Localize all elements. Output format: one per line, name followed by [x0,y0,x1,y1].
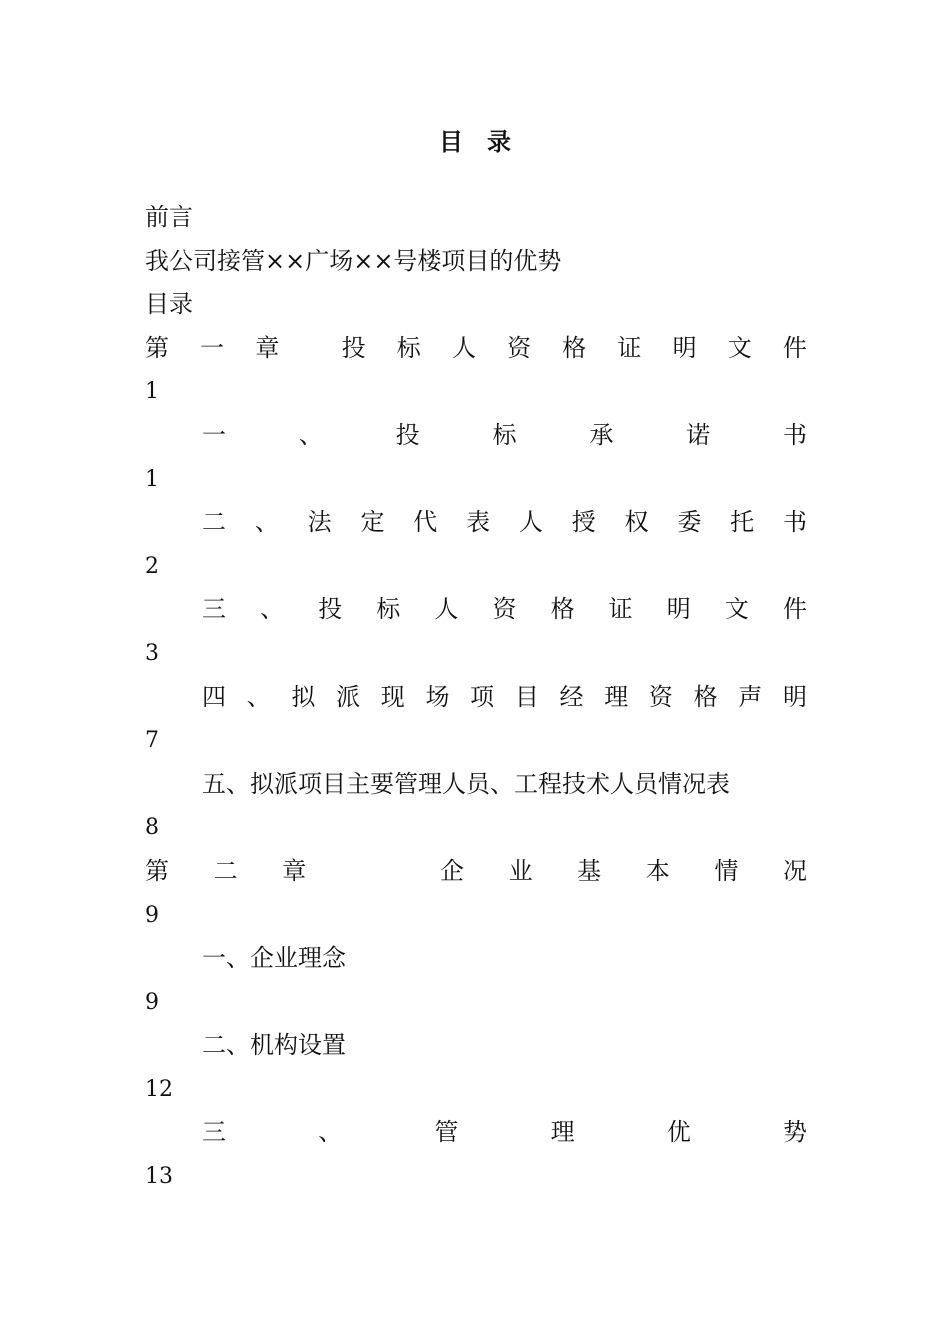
toc-page-number: 13 [145,1164,173,1190]
title-char: 目 [439,127,463,156]
toc-entry-title[interactable]: 五、拟派项目主要管理人员、工程技术人员情况表 [202,769,730,798]
toc-entry-title[interactable]: 一、企业理念 [202,944,346,973]
toc-title-char: 证 [617,333,642,362]
toc-title-char: 明 [666,595,691,624]
toc-title-char: 件 [782,333,807,362]
toc-title-char: 定 [360,508,385,537]
toc-title-char: 企 [439,856,464,885]
toc-title-char: 、 [318,1118,343,1147]
toc-chapter-title[interactable] [145,850,807,894]
toc-title-char: 二 [202,508,226,537]
toc-title-char: 人 [518,508,543,537]
toc-title-char: 派 [336,682,361,711]
toc-title-char: 理 [550,1118,575,1147]
toc-entry-title[interactable] [145,588,807,632]
toc-title-char: 一 [202,420,226,449]
toc-title-char: 法 [307,508,332,537]
toc-title-char: 权 [624,508,649,537]
toc-title-char: 势 [782,1118,807,1147]
toc-title-char: 投 [318,595,343,624]
toc-page-number: 9 [145,989,159,1015]
toc-title-char: 章 [255,333,280,362]
toc-title-char: 拟 [291,682,316,711]
toc-front-preface[interactable]: 前言 [145,203,193,231]
title-char: 录 [487,127,511,156]
toc-title-char: 明 [672,333,697,362]
toc-title-char: 件 [782,595,807,624]
toc-page-number: 12 [145,1076,173,1102]
toc-title-char: 第 [145,333,169,362]
toc-title-char: 委 [677,508,702,537]
toc-title-char: 本 [645,856,670,885]
toc-title-char: 经 [559,682,584,711]
toc-title-char: 三 [202,595,226,624]
toc-page-number: 8 [145,815,159,841]
toc-title-char: 授 [571,508,596,537]
toc-title-char: 、 [246,682,271,711]
toc-title-char: 投 [395,420,420,449]
toc-title-char: 表 [466,508,491,537]
toc-title-char: 优 [666,1118,691,1147]
toc-title-char: 项 [470,682,495,711]
toc-title-char: 格 [562,333,587,362]
toc-title-char: 第 [145,856,169,885]
toc-title-char: 资 [492,595,517,624]
toc-title-char: 二 [213,856,238,885]
toc-title-char: 标 [396,333,421,362]
toc-title-char: 书 [782,508,807,537]
page-title [0,122,950,157]
toc-front-contents[interactable]: 目录 [145,290,193,319]
toc-entry-title[interactable]: 二、机构设置 [202,1031,346,1060]
toc-title-char: 章 [282,856,307,885]
toc-title-char: 场 [425,682,450,711]
toc-page-number: 2 [145,553,159,579]
toc-chapter-title[interactable] [145,327,807,371]
toc-title-char: 文 [724,595,749,624]
toc-title-char: 明 [782,682,807,711]
toc-title-char: 、 [298,420,323,449]
toc-entry-title[interactable] [145,676,807,720]
toc-title-char: 资 [648,682,673,711]
toc-page-number: 9 [145,902,159,928]
toc-title-char: 承 [589,420,614,449]
toc-title-char: 文 [727,333,752,362]
toc-title-char: 人 [434,595,459,624]
toc-title-char: 、 [254,508,279,537]
toc-page-number: 1 [145,379,159,405]
toc-title-char: 格 [693,682,718,711]
toc-title-char: 一 [200,333,225,362]
toc-title-char: 况 [782,856,807,885]
toc-title-char: 三 [202,1118,226,1147]
toc-page-number: 7 [145,728,159,754]
toc-entries [145,327,807,1199]
toc-front-advantages[interactable]: 我公司接管××广场××号楼项目的优势 [145,246,562,275]
toc-page-number: 1 [145,466,159,492]
toc-title-char: 托 [730,508,755,537]
toc-title-char: 、 [260,595,285,624]
toc-title-char: 四 [202,682,226,711]
toc-title-char: 基 [577,856,602,885]
toc-title-char: 业 [508,856,533,885]
toc-title-char: 现 [380,682,405,711]
toc-title-char: 标 [376,595,401,624]
toc-title-char: 资 [507,333,532,362]
toc-title-char: 管 [434,1118,459,1147]
toc-title-char: 声 [738,682,763,711]
toc-title-char: 代 [413,508,438,537]
toc-title-char: 目 [514,682,539,711]
toc-entry-title[interactable] [145,501,807,545]
toc-title-char: 格 [550,595,575,624]
toc-title-char: 投 [341,333,366,362]
toc-title-char: 诺 [686,420,711,449]
toc-page-number: 3 [145,640,159,666]
toc-title-char: 标 [492,420,517,449]
toc-entry-title[interactable] [145,414,807,458]
toc-title-char: 情 [714,856,739,885]
table-of-contents [145,196,807,1199]
toc-title-char: 书 [782,420,807,449]
toc-title-char: 人 [451,333,476,362]
toc-title-char: 证 [608,595,633,624]
toc-title-char: 理 [604,682,629,711]
toc-entry-title[interactable] [145,1111,807,1155]
